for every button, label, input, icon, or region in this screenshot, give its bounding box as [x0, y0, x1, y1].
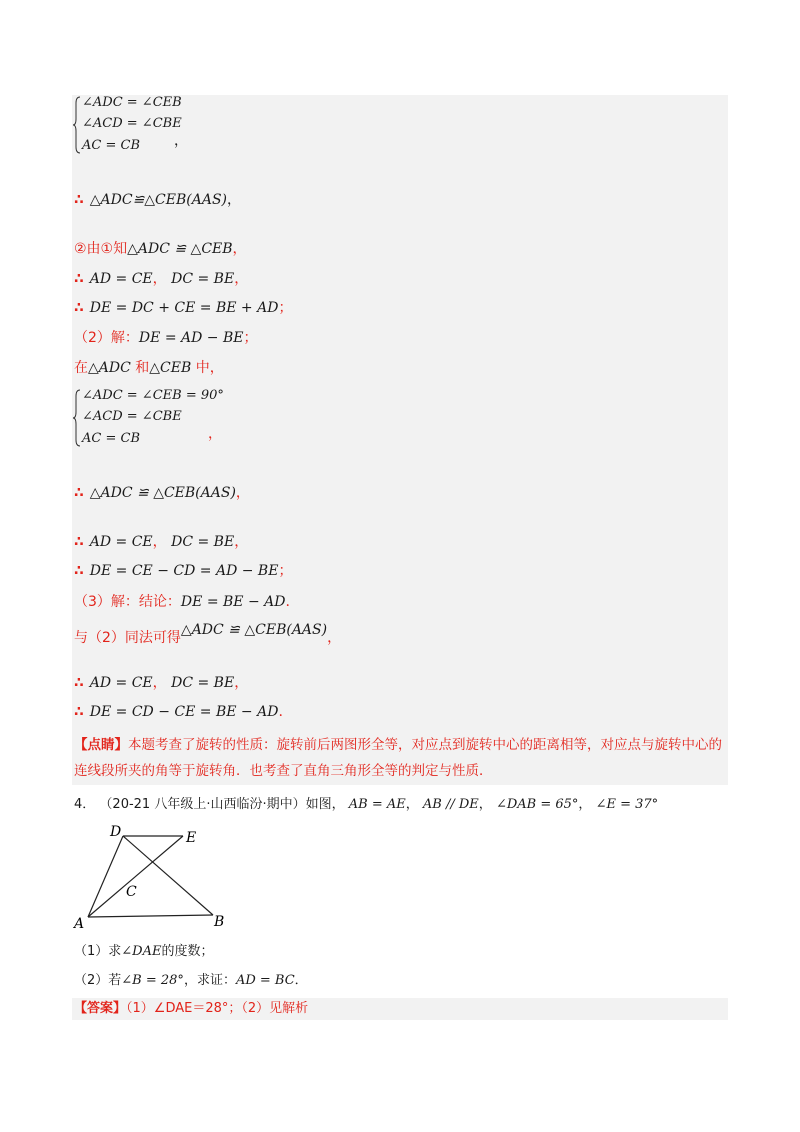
- therefore-symbol: ∴: [74, 675, 84, 691]
- line-in-triangles: [74, 360, 224, 376]
- punct: ；: [278, 300, 293, 316]
- answer-label: 【答案】: [74, 1001, 127, 1016]
- sep: ，: [478, 797, 492, 812]
- system2-comma: ，: [208, 426, 222, 442]
- sep: ，: [578, 797, 592, 812]
- and-word: 和: [135, 360, 150, 376]
- left-brace-icon: [72, 388, 82, 448]
- q1-suffix: 的度数；: [161, 944, 214, 959]
- line-eq3: [74, 534, 248, 550]
- part3-label: （3）解：结论：: [74, 594, 181, 610]
- q1-math: ∠DAE: [121, 944, 162, 959]
- eq2: DE = DC + CE = BE + AD: [89, 300, 279, 316]
- eq3a: AD = CE: [89, 534, 153, 550]
- punct: ；: [278, 563, 293, 579]
- problem-number: 4．: [74, 797, 96, 812]
- segment-ab: [88, 915, 213, 917]
- label-e: E: [186, 830, 197, 846]
- label-c: C: [126, 884, 137, 900]
- therefore-symbol: ∴: [74, 534, 84, 550]
- system1-line-2: ∠ACD = ∠CBE: [82, 116, 182, 131]
- problem4-statement: [74, 797, 658, 813]
- q2-end: ．: [294, 973, 308, 988]
- system2-line-2: ∠ACD = ∠CBE: [82, 409, 182, 424]
- punct: .: [285, 594, 290, 610]
- in-suffix: 中，: [195, 360, 224, 376]
- punct: ，: [234, 675, 249, 691]
- question-2: [74, 973, 308, 989]
- punct: ，: [234, 271, 249, 287]
- line-eq4: [74, 563, 292, 579]
- therefore-symbol: ∴: [74, 300, 84, 316]
- comment-label: 【点睛】: [74, 737, 128, 753]
- problem-source: （20-21 八年级上·山西临汾·期中）如图，: [99, 797, 345, 812]
- system2-line-3: AC = CB: [82, 431, 140, 446]
- eq3b: DC = BE: [171, 534, 235, 550]
- therefore-symbol: ∴: [74, 563, 84, 579]
- eq5a: AD = CE: [89, 675, 153, 691]
- q2-math-1: ∠B = 28°: [121, 973, 184, 988]
- question-1: [74, 944, 214, 960]
- q2-math-2: AD = BC: [235, 973, 295, 988]
- part2-math: DE = AD − BE: [138, 330, 244, 346]
- part3-math: DE = BE − AD: [180, 594, 286, 610]
- punct: .: [278, 704, 283, 720]
- answer-line: [74, 1001, 308, 1017]
- same-method-prefix: 与（2）同法可得: [74, 630, 181, 646]
- punct: ，: [327, 630, 342, 646]
- geometry-diagram: [70, 818, 240, 930]
- punct: ，: [152, 675, 167, 691]
- part2-intro-prefix: ②由①知: [74, 241, 128, 257]
- punct: ，: [152, 534, 167, 550]
- label-b: B: [214, 914, 225, 930]
- congruence-2: △ADC ≌ △CEB(AAS): [89, 485, 236, 501]
- sep: ，: [405, 797, 419, 812]
- line-part2-intro: [74, 241, 247, 257]
- eq4: DE = CE − CD = AD − BE: [89, 563, 279, 579]
- line-same-method: [74, 622, 342, 646]
- punct: ，: [235, 485, 250, 501]
- left-brace-icon: [72, 95, 82, 155]
- line-eq6: [74, 704, 283, 720]
- therefore-symbol: ∴: [74, 485, 84, 501]
- comment-text: 本题考查了旋转的性质：旋转前后两图形全等，对应点到旋转中心的距离相等，对应点与旋转中心的连线段所夹的角等于旋转角．也考查了直角三角形全等的判定与性质．: [74, 737, 722, 779]
- q2-prefix: （2）若: [74, 973, 122, 988]
- eq1a: AD = CE: [89, 271, 153, 287]
- triangle-adc: △ADC: [88, 360, 131, 376]
- line-congruence-1: [74, 192, 241, 208]
- line-eq2: [74, 300, 292, 316]
- punct: ，: [152, 271, 167, 287]
- line-part3-label: [74, 594, 290, 610]
- triangle-ceb: △CEB: [149, 360, 192, 376]
- condition-ab-parallel-de: AB // DE: [422, 797, 479, 812]
- line-congruence-2: [74, 485, 250, 501]
- congruence-1: △ADC≌△CEB(AAS): [89, 192, 228, 208]
- line-eq5: [74, 675, 248, 691]
- system2-line-1: ∠ADC = ∠CEB = 90°: [82, 388, 224, 403]
- eq1b: DC = BE: [171, 271, 235, 287]
- segment-ad: [88, 836, 123, 917]
- condition-angle-dab: ∠DAB = 65°: [495, 797, 579, 812]
- part2-label: （2）解：: [74, 330, 139, 346]
- punct: ；: [243, 330, 258, 346]
- eq5b: DC = BE: [171, 675, 235, 691]
- therefore-symbol: ∴: [74, 704, 84, 720]
- q2-mid: ，求证：: [183, 973, 236, 988]
- therefore-symbol: ∴: [74, 192, 84, 208]
- punct: ，: [227, 192, 242, 208]
- q1-prefix: （1）求: [74, 944, 122, 959]
- line-eq1: [74, 271, 248, 287]
- part2-intro-math: △ADC ≌ △CEB: [127, 241, 233, 257]
- same-method-math: △ADC ≌ △CEB(AAS): [180, 622, 328, 638]
- therefore-symbol: ∴: [74, 271, 84, 287]
- system1-comma: ，: [174, 133, 188, 149]
- line-part2-label: [74, 330, 257, 346]
- comment-paragraph: [74, 732, 726, 784]
- condition-angle-e: ∠E = 37°: [595, 797, 659, 812]
- system1-line-3: AC = CB: [82, 138, 140, 153]
- in-prefix: 在: [74, 360, 88, 376]
- condition-ab-ae: AB = AE: [348, 797, 406, 812]
- punct: ，: [232, 241, 247, 257]
- eq6: DE = CD − CE = BE − AD: [89, 704, 279, 720]
- answer-text: （1）∠DAE＝28°；（2）见解析: [126, 1001, 309, 1016]
- punct: ，: [234, 534, 249, 550]
- label-a: A: [74, 916, 85, 930]
- diagram-lines: [88, 836, 213, 917]
- label-d: D: [110, 824, 122, 840]
- system1-line-1: ∠ADC = ∠CEB: [82, 95, 182, 110]
